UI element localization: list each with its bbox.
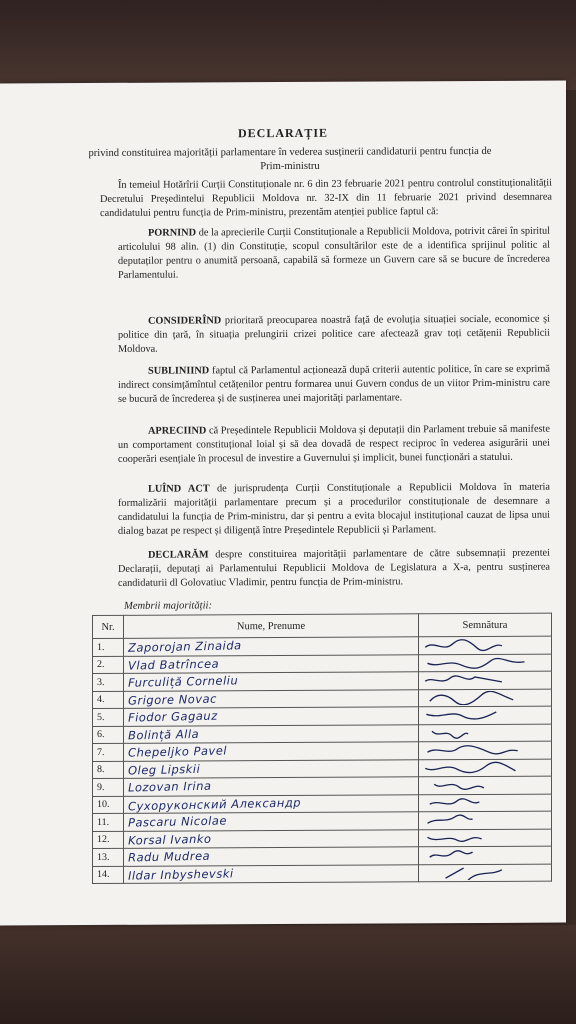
- member-name-cell: [124, 847, 419, 866]
- signature-cell: [419, 706, 552, 724]
- paragraph-lead: SUBLINIIND: [148, 365, 210, 377]
- row-number: 13.: [93, 848, 124, 866]
- signature-cell: [419, 759, 552, 777]
- signature-scribble: [423, 848, 547, 863]
- member-name: Radu Mudrea: [127, 848, 211, 865]
- member-name-cell: [124, 742, 419, 761]
- member-name-cell: [124, 637, 419, 656]
- signature-cell: [419, 829, 552, 847]
- paragraph-text: prioritară preocuparea noastră față de evoluția situației sociale, economice și politice din țară, în situația prelungirii crizei politice care afectează grav toți cetățenii Republicii Moldova.: [118, 313, 550, 355]
- row-number: 6.: [93, 726, 124, 744]
- member-name-cell: [124, 759, 419, 778]
- signature-cell: [419, 794, 552, 812]
- member-name-cell: [124, 724, 419, 743]
- paragraph-lead: DECLARĂM: [148, 549, 209, 561]
- document-title: DECLARAȚIE: [237, 125, 328, 141]
- member-name: Ildar Inbyshevski: [127, 866, 234, 883]
- members-label: Membrii majorității:: [124, 600, 212, 612]
- member-name: Сухоруконский Александр: [127, 795, 302, 814]
- paragraph-text: despre constituirea majorității parlamentare de către subsemnații prezentei Declarații, deputați ai Parlamentului Republicii Moldova de Legislatura a X-a, pentru susținerea candidaturii dl Golovatiuc Vladimir, pentru funcția de Prim-ministru.: [118, 547, 550, 589]
- header-signature: Semnătura: [419, 613, 552, 637]
- paragraph-lead: LUÎND ACT: [148, 483, 210, 495]
- signature-scribble: [423, 638, 547, 653]
- row-number: 12.: [93, 831, 124, 849]
- member-name: Grigore Novac: [127, 691, 218, 708]
- signature-scribble: [423, 760, 547, 775]
- paragraph-lead: CONSIDERÎND: [148, 315, 222, 327]
- paragraph-subliniind: [118, 363, 550, 407]
- signature-scribble: [423, 708, 547, 723]
- member-name: Lozovan Irina: [127, 778, 212, 795]
- member-name-cell: [124, 654, 419, 673]
- member-name-cell: [124, 794, 419, 813]
- member-name: Chepeljko Pavel: [127, 743, 228, 760]
- signature-cell: [419, 636, 552, 654]
- row-number: 5.: [93, 708, 124, 726]
- signature-cell: [419, 846, 552, 864]
- signature-scribble: [423, 830, 547, 845]
- signature-cell: [419, 811, 552, 829]
- member-name: Furculiță Corneliu: [127, 673, 239, 691]
- signature-cell: [419, 724, 552, 742]
- paragraph-considerind: [118, 313, 550, 357]
- paragraph-lead: APRECIIND: [148, 425, 207, 437]
- signature-cell: [419, 689, 552, 707]
- member-name-cell: [124, 707, 419, 726]
- table-header-row: [93, 613, 552, 638]
- signature-cell: [419, 776, 552, 794]
- row-number: 4.: [93, 691, 124, 709]
- paragraph-text: de la aprecierile Curții Constituționale a Republicii Moldova, potrivit cărei în spiritul articolului 98 alin. (1) din Constituție, scopul consultărilor este de a identifica sprijinul politic al deputaților pentru o anumită persoană, capabilă să formeze un Guvern care să se bucure de încrederea Parlamentului.: [118, 225, 550, 281]
- member-name: Vlad Batrîncea: [127, 656, 220, 673]
- member-name: Korsal Ivanko: [127, 831, 212, 848]
- paragraph-text: faptul că Parlamentul acționează după criterii autentic politice, în care se exprimă indirect consimțămîntul cetățenilor pentru formarea unui Guvern condus de un viitor Prim-ministru care se bucură de încrederea și de susținerea unei majorități parlamentare.: [118, 363, 550, 405]
- row-number: 14.: [93, 866, 124, 884]
- row-number: 10.: [93, 796, 124, 814]
- header-nr: Nr.: [93, 615, 124, 638]
- signature-scribble: [423, 865, 547, 880]
- signature-scribble: [423, 743, 547, 758]
- signature-scribble: [423, 725, 547, 740]
- signature-scribble: [423, 655, 547, 670]
- row-number: 8.: [93, 761, 124, 779]
- paragraph-text: de jurisprudența Curții Constituționale a Republicii Moldova în materia formalizării majorității parlamentare precum și a procedurilor constituționale de desemnare a candidatului la funcția de Prim-ministru, dar și pentru a evita blocajul instituțional cauzat de lipsa unui dialog bazat pe respect și diligență între Președintele Republicii și Parlament.: [118, 481, 550, 537]
- signature-cell: [419, 864, 552, 882]
- signature-table: [92, 613, 552, 884]
- row-number: 3.: [93, 673, 124, 691]
- table-row: [93, 864, 552, 884]
- paragraph-luind-act: [118, 481, 550, 539]
- signature-scribble: [423, 813, 547, 828]
- header-name: Nume, Prenume: [124, 614, 419, 639]
- signature-cell: [419, 671, 552, 689]
- member-name: Zaporojan Zinaida: [127, 638, 242, 656]
- background-bottom: [0, 925, 576, 1024]
- background-top: [0, 0, 576, 90]
- member-name-cell: [124, 689, 419, 708]
- member-name-cell: [124, 864, 419, 883]
- row-number: 11.: [93, 813, 124, 831]
- paragraph-lead: PORNIND: [148, 227, 197, 239]
- member-name-cell: [124, 672, 419, 691]
- member-name: Oleg Lipskii: [127, 761, 201, 778]
- signature-scribble: [423, 795, 547, 810]
- member-name: Bolință Alla: [127, 726, 200, 743]
- paragraph-declaram: [118, 547, 550, 591]
- member-name: Fiodor Gagauz: [127, 708, 218, 725]
- row-number: 7.: [93, 743, 124, 761]
- signature-scribble: [423, 778, 547, 793]
- paragraph-apreciind: [118, 423, 550, 467]
- row-number: 9.: [93, 778, 124, 796]
- row-number: 2.: [93, 656, 124, 674]
- member-name-cell: [124, 829, 419, 848]
- signature-scribble: [423, 673, 547, 688]
- paragraph-pornind: [118, 225, 550, 283]
- member-name-cell: [124, 777, 419, 796]
- signature-cell: [419, 654, 552, 672]
- signature-scribble: [423, 690, 547, 705]
- signature-cell: [419, 741, 552, 759]
- paragraph-text: că Președintele Republicii Moldova și deputații din Parlament trebuie să manifeste un comportament constituțional loial și să dea dovadă de respect reciproc în vederea asigurării unei cooperări esențiale în procesul de investire a Guvernului și implicit, bunei funcționări a statului.: [118, 423, 550, 465]
- member-name: Pascaru Nicolae: [127, 813, 228, 830]
- document-page: [0, 81, 566, 926]
- document-subtitle: privind constituirea majorității parlamentare în vederea susținerii candidaturii pentru funcția de Prim-ministru: [88, 145, 492, 173]
- intro-paragraph: În temeiul Hotărîrii Curții Constituționale nr. 6 din 23 februarie 2021 pentru controlul constituționalității Decretului Președintelui Republicii Moldova nr. 32-IX din 11 februarie 2021 privind desemnarea candidatului pentru funcția de Prim-ministru, prezentăm atenției publice faptul că:: [100, 177, 552, 219]
- member-name-cell: [124, 812, 419, 831]
- row-number: 1.: [93, 638, 124, 656]
